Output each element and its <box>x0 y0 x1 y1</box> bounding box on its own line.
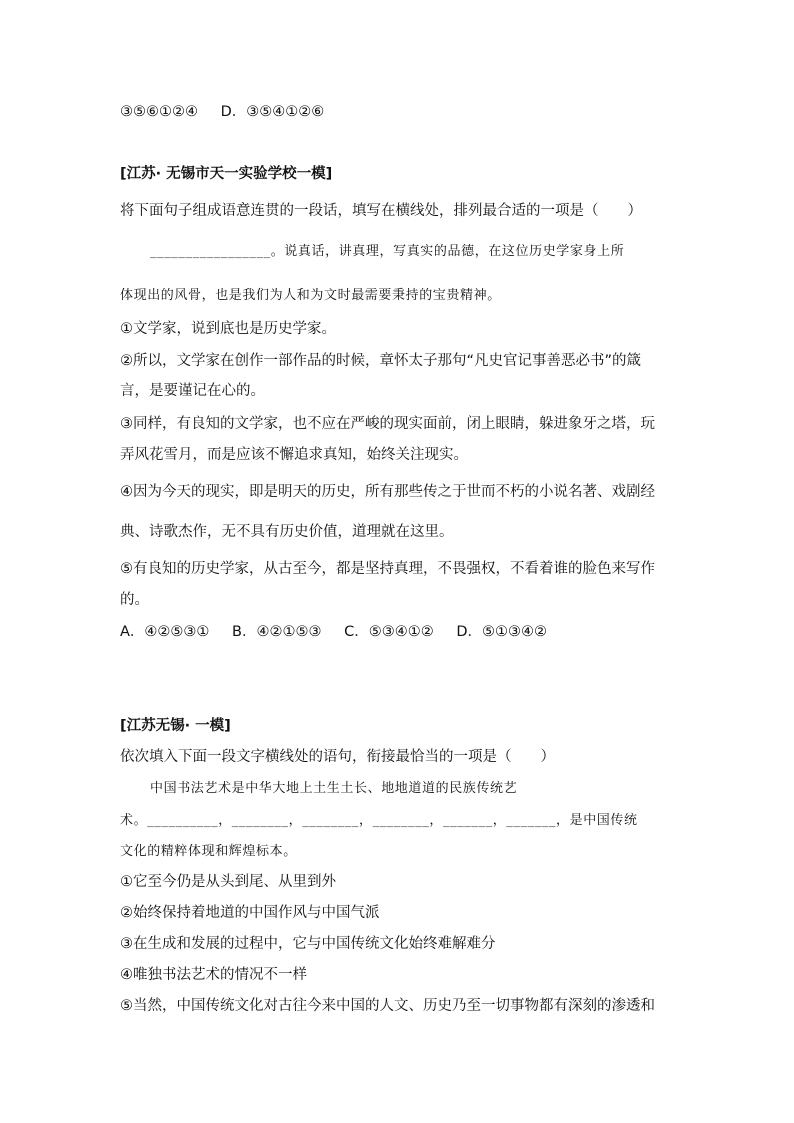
question-2-sentence-5: ⑤当然，中国传统文化对古往今来中国的人文、历史乃至一切事物都有深刻的渗透和 <box>120 998 655 1014</box>
question-1-sentence-5b: 的。 <box>120 592 149 608</box>
option-c: C．⑤③④①② <box>344 624 434 640</box>
question-1-sentence-2b: 言，是要谨记在心的。 <box>120 383 265 399</box>
question-2-sentence-3: ③在生成和发展的过程中，它与中国传统文化始终难解难分 <box>120 936 496 952</box>
question-1-sentence-4a: ④因为今天的现实，即是明天的历史，所有那些传之于世而不朽的小说名著、戏剧经 <box>120 484 655 500</box>
question-1-prompt: 将下面句子组成语意连贯的一段话，填写在横线处，排列最合适的一项是（ ） <box>120 203 642 219</box>
question-2-passage-line-1: 中国书法艺术是中华大地上土生土长、地地道道的民族传统艺 <box>150 781 518 796</box>
option-a: A．④②⑤③① <box>120 624 210 640</box>
question-2-sentence-2: ②始终保持着地道的中国作风与中国气派 <box>120 905 380 921</box>
question-2-passage-line-3: 文化的精粹体现和辉煌标本。 <box>120 844 297 859</box>
question-2-source: [江苏无锡· 一模] <box>120 718 231 734</box>
question-2-sentence-4: ④唯独书法艺术的情况不一样 <box>120 967 307 983</box>
question-2-sentence-1: ①它至今仍是从头到尾、从里到外 <box>120 874 336 890</box>
question-1-source: [江苏· 无锡市天一实验学校一模] <box>120 166 333 182</box>
option-d: D．⑤①③④② <box>456 624 547 640</box>
question-1-sentence-4b: 典、诗歌杰作，无不具有历史价值，道理就在这里。 <box>120 524 454 540</box>
option-b: B．④②①⑤③ <box>232 624 322 640</box>
question-1-passage-line-1: _________________。说真话，讲真理，写真实的品德，在这位历史学家身上所 <box>150 244 625 259</box>
previous-question-options <box>120 103 342 121</box>
question-1-sentence-3a: ③同样，有良知的文学家，也不应在严峻的现实面前，闭上眼睛，躲进象牙之塔，玩 <box>120 416 655 432</box>
question-1-sentence-2a: ②所以，文学家在创作一部作品的时候，章怀太子那句“凡史官记事善恶必书”的箴 <box>120 353 642 369</box>
question-1-sentence-3b: 弄风花雪月，而是应该不懈追求真知，始终关注现实。 <box>120 447 468 463</box>
question-2-prompt: 依次填入下面一段文字横线处的语句，衔接最恰当的一项是（ ） <box>120 749 555 765</box>
option-c-tail: ③⑤⑥①②④ <box>120 104 198 120</box>
question-1-sentence-1: ①文学家，说到底也是历史学家。 <box>120 321 336 337</box>
question-2-passage-line-2: 术。__________，________，________，________，_______，_______，是中国传统 <box>120 813 638 828</box>
question-1-passage-line-2: 体现出的风骨，也是我们为人和为文时最需要秉持的宝贵精神。 <box>120 288 501 303</box>
question-1-options <box>120 623 565 641</box>
option-d: D．③⑤④①②⑥ <box>220 104 325 120</box>
question-1-sentence-5a: ⑤有良知的历史学家，从古至今，都是坚持真理，不畏强权，不看着谁的脸色来写作 <box>120 561 655 577</box>
